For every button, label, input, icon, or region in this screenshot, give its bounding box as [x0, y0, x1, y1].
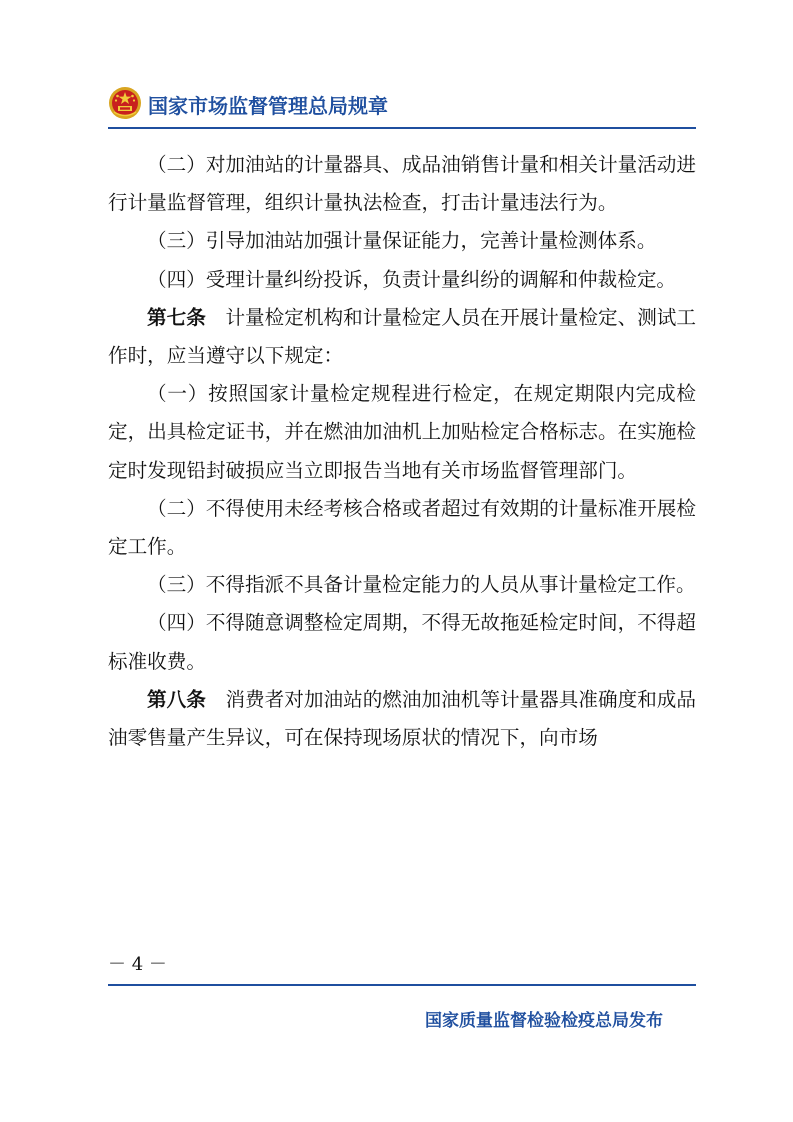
- paragraph: （四）受理计量纠纷投诉，负责计量纠纷的调解和仲裁检定。: [147, 267, 677, 291]
- article-title: 第七条: [147, 305, 206, 329]
- header-title: 国家市场监督管理总局规章: [148, 94, 388, 118]
- paragraph: （三）不得指派不具备计量检定能力的人员从事计量检定工作。: [147, 573, 696, 597]
- paragraph: （三）引导加油站加强计量保证能力，完善计量检测体系。: [147, 229, 657, 253]
- paragraph: （二）不得使用未经考核合格或者超过有效期的计量标准开展检定工作。: [108, 496, 696, 559]
- national-emblem-icon: [108, 86, 142, 120]
- footer-publisher: 国家质量监督检验检疫总局发布: [425, 1011, 663, 1031]
- page-header: [108, 84, 698, 126]
- paragraph: （二）对加油站的计量器具、成品油销售计量和相关计量活动进行计量监督管理，组织计量执法检查，打击计量违法行为。: [108, 153, 696, 215]
- paragraph: （一）按照国家计量检定规程进行检定，在规定期限内完成检定，出具检定证书，并在燃油加油机上加贴检定合格标志。在实施检定时发现铅封破损应当立即报告当地有关市场监督管理部门。: [108, 382, 696, 482]
- header-divider: [108, 127, 696, 129]
- article-title: 第八条: [147, 687, 206, 711]
- paragraph: （四）不得随意调整检定周期，不得无故拖延检定时间，不得超标准收费。: [108, 611, 696, 673]
- page-number: － 4 －: [108, 954, 167, 975]
- paragraph: 第七条 计量检定机构和计量检定人员在开展计量检定、测试工作时，应当遵守以下规定：: [108, 305, 697, 368]
- paragraph: 第八条 消费者对加油站的燃油加油机等计量器具准确度和成品油零售量产生异议，可在保持现场原状的情况下，向市场: [108, 687, 697, 750]
- footer-divider: [108, 984, 696, 986]
- document-body: [108, 146, 696, 757]
